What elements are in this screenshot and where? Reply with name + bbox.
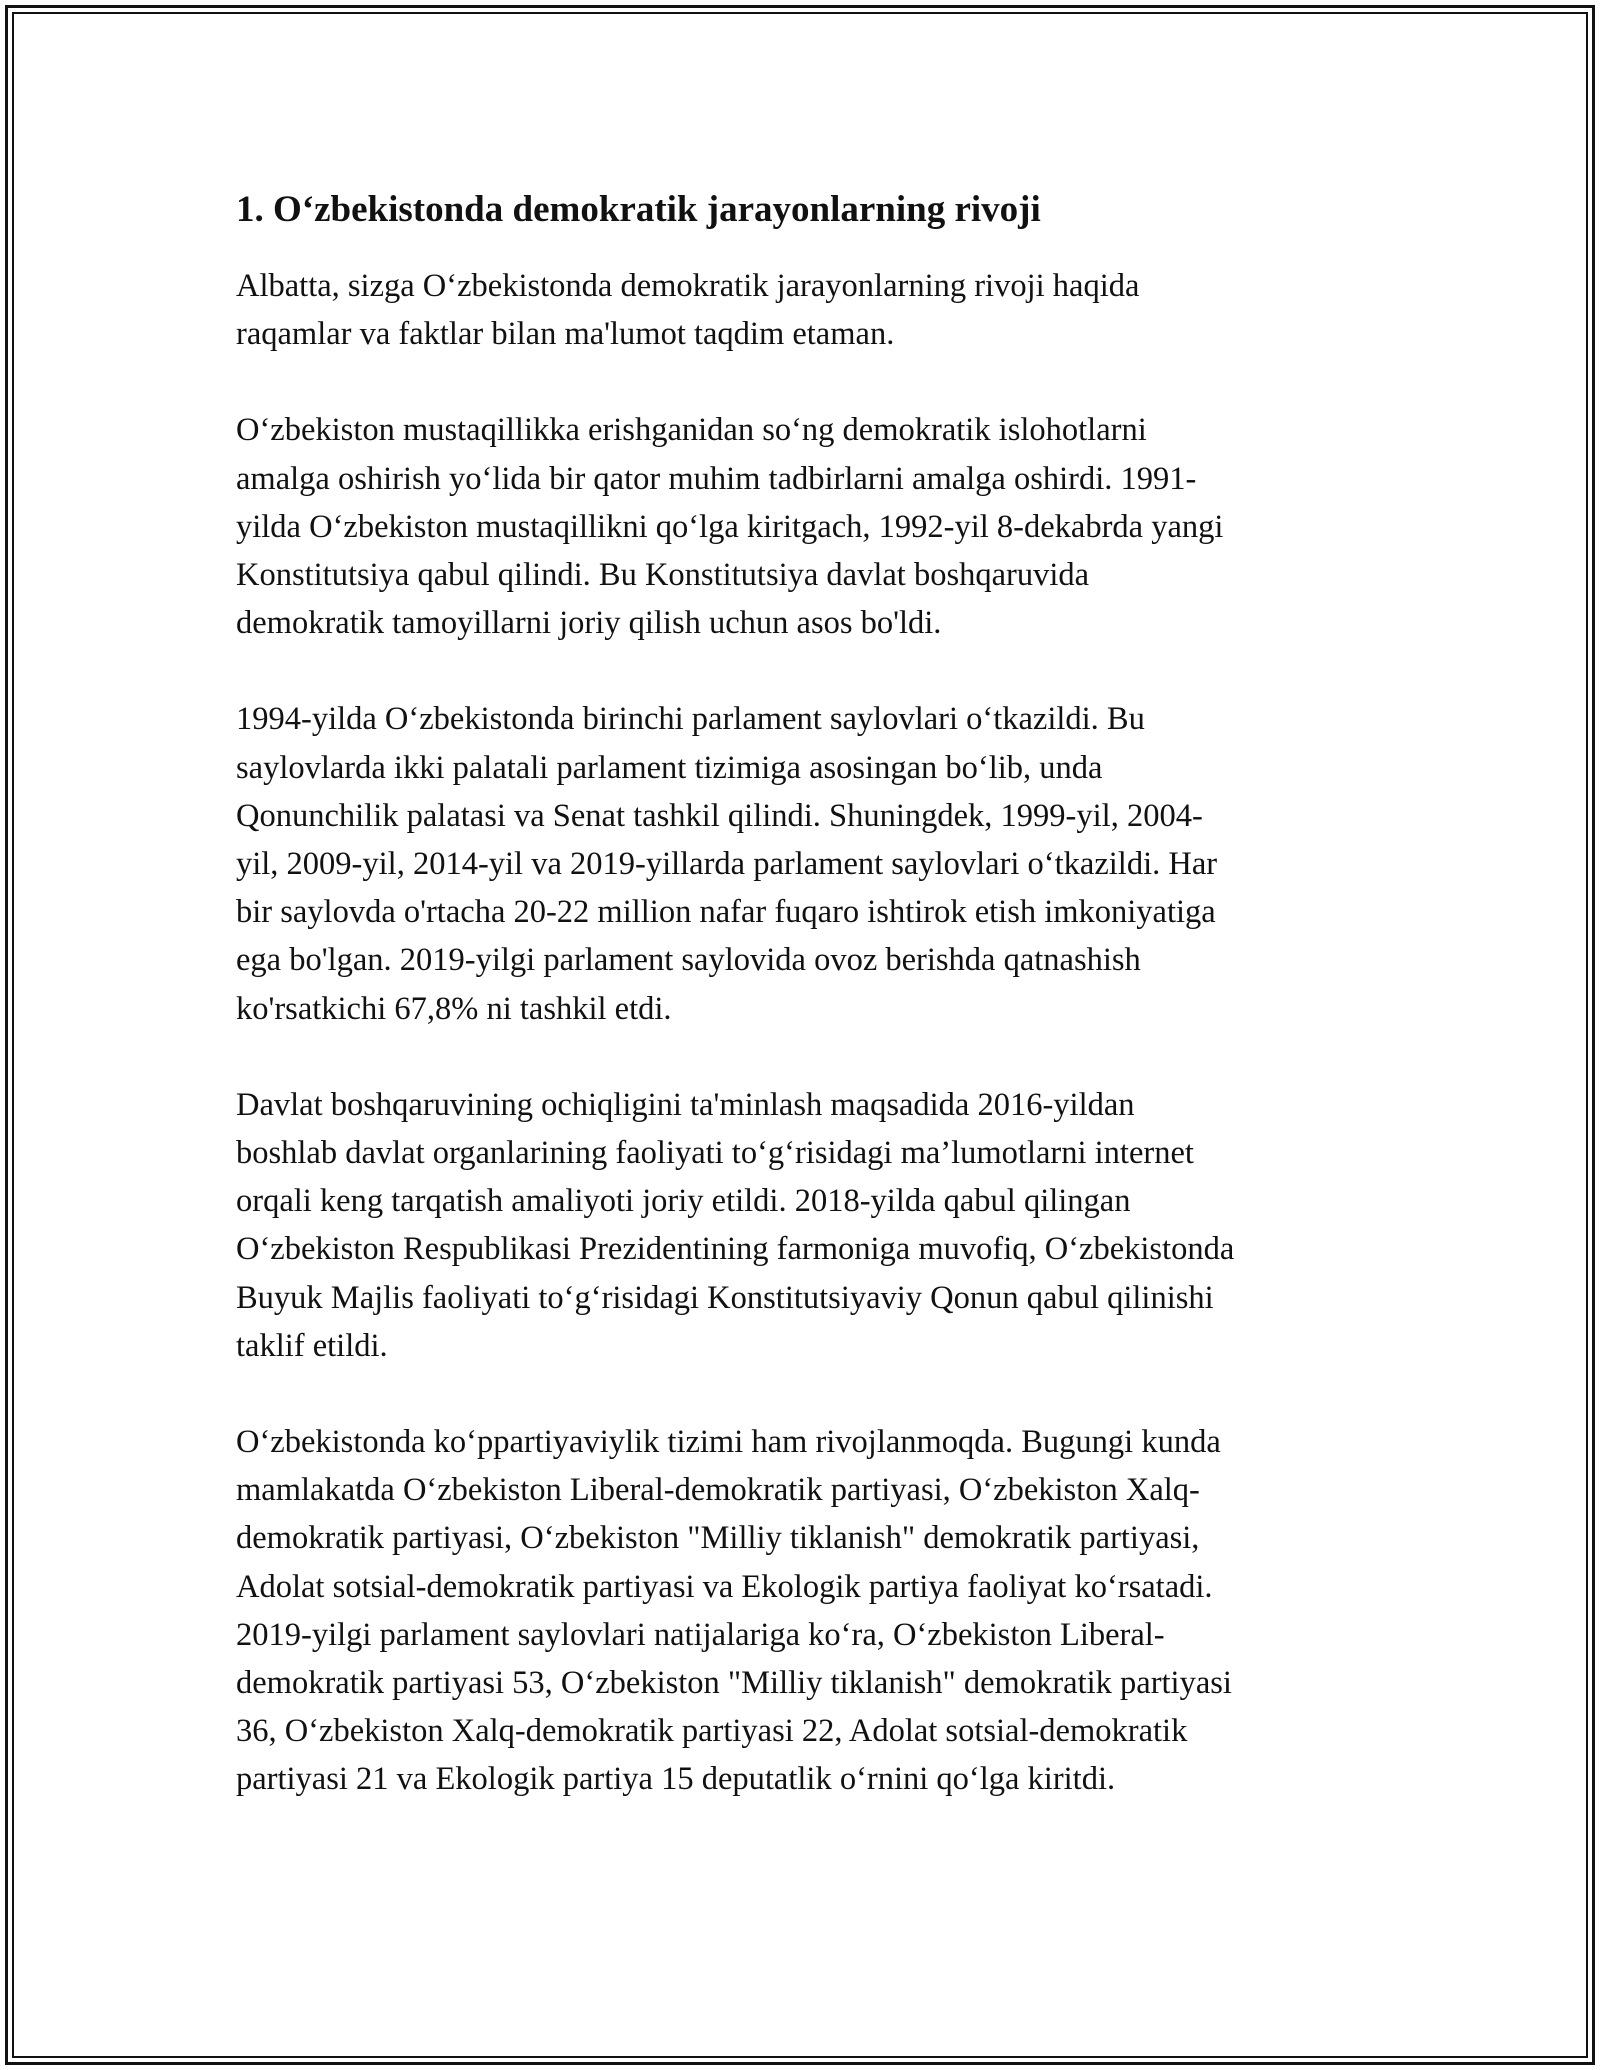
paragraph-line: amalga oshirish yo‘lida bir qator muhim tadbirlarni amalga oshirdi. 1991- (236, 460, 1197, 497)
document-body (236, 186, 1376, 1852)
paragraph-line: mamlakatda O‘zbekiston Liberal-demokratik partiyasi, O‘zbekiston Xalq- (236, 1472, 1200, 1509)
paragraph-line: yil, 2009-yil, 2014-yil va 2019-yillarda parlament saylovlari o‘tkazildi. Har (236, 846, 1218, 883)
paragraph-line: Konstitutsiya qabul qilindi. Bu Konstitutsiya davlat boshqaruvida (236, 557, 1090, 594)
paragraph-line: yilda O‘zbekiston mustaqillikni qo‘lga kiritgach, 1992-yil 8-dekabrda yangi (236, 508, 1224, 545)
paragraph-line: taklif etildi. (236, 1327, 388, 1364)
paragraph-line: Qonunchilik palatasi va Senat tashkil qilindi. Shuningdek, 1999-yil, 2004- (236, 797, 1203, 834)
paragraph-line: Albatta, sizga O‘zbekistonda demokratik jarayonlarning rivoji haqida (236, 268, 1140, 304)
paragraph-line: 2019-yilgi parlament saylovlari natijalariga ko‘ra, O‘zbekiston Liberal- (236, 1616, 1165, 1653)
paragraph-independence (236, 406, 1376, 647)
paragraph-line: Davlat boshqaruvining ochiqligini ta'minlash maqsadida 2016-yildan (236, 1086, 1135, 1123)
paragraph-line: partiyasi 21 va Ekologik partiya 15 deputatlik o‘rnini qo‘lga kiritdi. (236, 1761, 1116, 1798)
document-title: 1. O‘zbekistonda demokratik jarayonlarning rivoji (236, 189, 1041, 230)
paragraph-line: O‘zbekiston mustaqillikka erishganidan so‘ng demokratik islohotlarni (236, 412, 1147, 449)
paragraph-line: orqali keng tarqatish amaliyoti joriy etildi. 2018-yilda qabul qilingan (236, 1183, 1131, 1220)
paragraph-line: saylovlarda ikki palatali parlament tizimiga asosingan bo‘lib, unda (236, 749, 1103, 786)
paragraph-line: O‘zbekiston Respublikasi Prezidentining farmoniga muvofiq, O‘zbekistonda (236, 1231, 1235, 1268)
paragraph-multiparty (236, 1418, 1376, 1804)
paragraph-line: demokratik partiyasi 53, O‘zbekiston "Milliy tiklanish" demokratik partiyasi (236, 1665, 1232, 1702)
paragraph-line: demokratik tamoyillarni joriy qilish uchun asos bo'ldi. (236, 605, 942, 642)
paragraph-intro (236, 262, 1376, 358)
paragraph-line: boshlab davlat organlarining faoliyati to‘g‘risidagi ma’lumotlarni internet (236, 1135, 1194, 1172)
paragraph-line: demokratik partiyasi, O‘zbekiston "Milliy tiklanish" demokratik partiyasi, (236, 1520, 1200, 1557)
paragraph-line: ega bo'lgan. 2019-yilgi parlament saylovida ovoz berishda qatnashish (236, 942, 1141, 979)
paragraph-elections (236, 695, 1376, 1032)
paragraph-line: 1994-yilda O‘zbekistonda birinchi parlament saylovlari o‘tkazildi. Bu (236, 701, 1145, 738)
paragraph-transparency (236, 1081, 1376, 1370)
paragraph-line: 36, O‘zbekiston Xalq-demokratik partiyasi 22, Adolat sotsial-demokratik (236, 1713, 1188, 1750)
paragraph-line: Adolat sotsial-demokratik partiyasi va Ekologik partiya faoliyat ko‘rsatadi. (236, 1568, 1213, 1605)
paragraph-line: bir saylovda o'rtacha 20-22 million nafar fuqaro ishtirok etish imkoniyatiga (236, 894, 1216, 931)
paragraph-line: O‘zbekistonda ko‘ppartiyaviylik tizimi ham rivojlanmoqda. Bugungi kunda (236, 1424, 1221, 1461)
paragraph-line: ko'rsatkichi 67,8% ni tashkil etdi. (236, 990, 672, 1027)
paragraph-line: raqamlar va faktlar bilan ma'lumot taqdim etaman. (236, 316, 895, 353)
paragraph-line: Buyuk Majlis faoliyati to‘g‘risidagi Konstitutsiyaviy Qonun qabul qilinishi (236, 1279, 1214, 1316)
